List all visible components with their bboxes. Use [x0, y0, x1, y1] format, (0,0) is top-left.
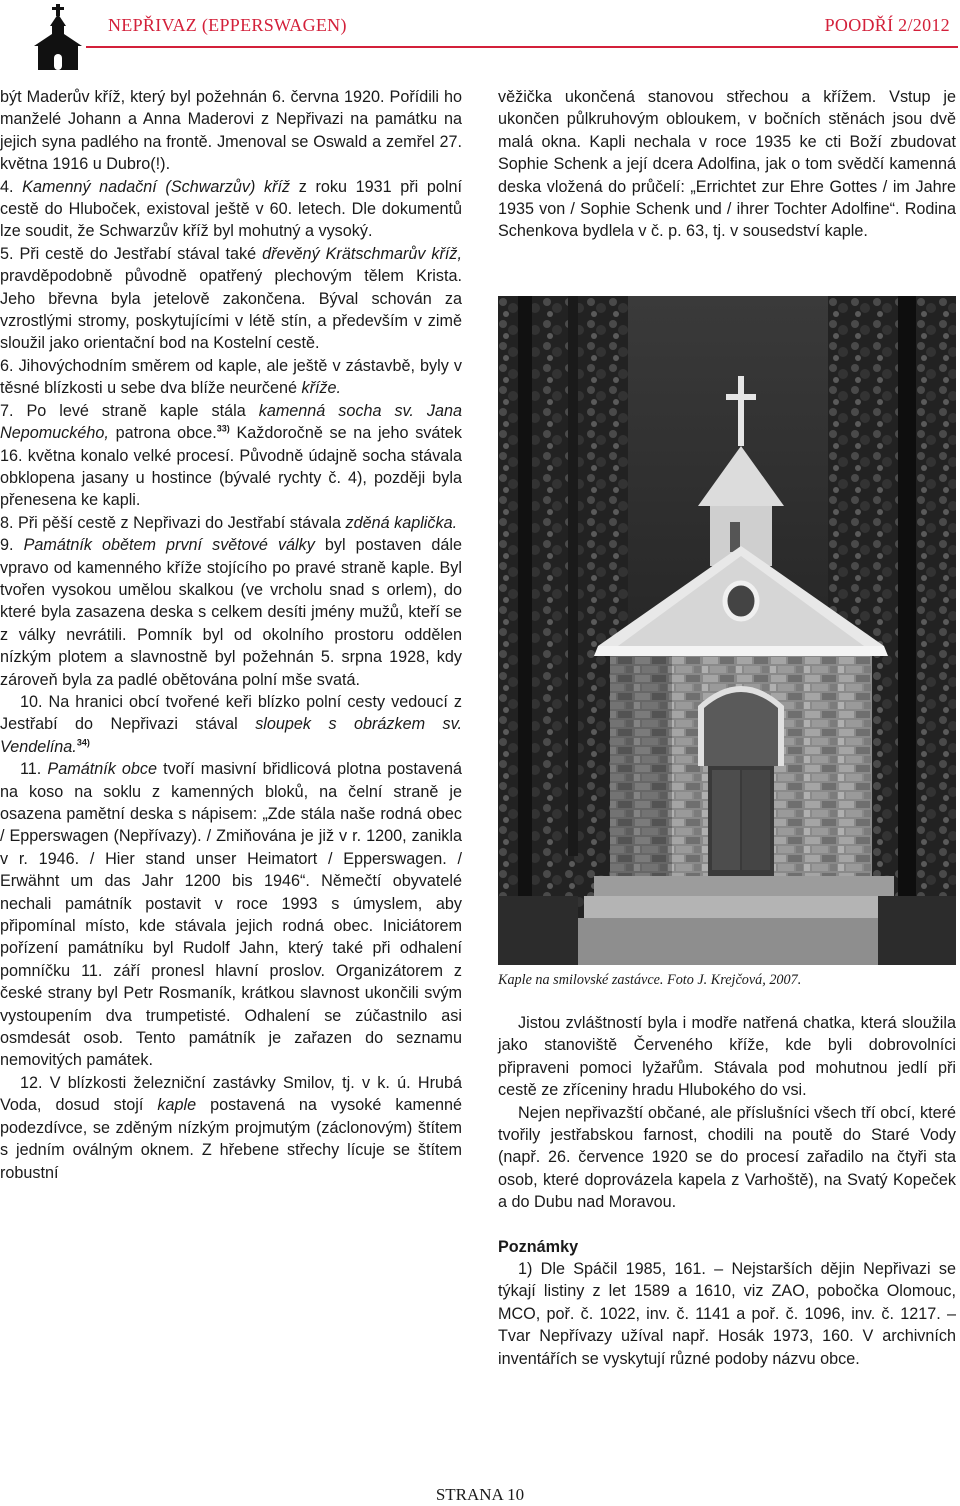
- header-right-title: POODŘÍ 2/2012: [824, 15, 950, 35]
- photo-caption: Kaple na smilovské zastávce. Foto J. Krejčová, 2007.: [498, 972, 802, 988]
- right-column-lower: [498, 1012, 956, 1370]
- chapel-photo: [498, 296, 956, 965]
- footnote: 1) Dle Spáčil 1985, 161. – Nejstarších dějin Nepřivazi se týkají listiny z let 1589 a 1610, viz ZAO, pobočka Olomouc, MCO, poř. č. 1022, inv. č. 1141 a poř. č. 1096, inv. č. 1217. – Tvar Nepřívazy užíval např. Hosák 1973, 160. V archivních inventářích se vyskytují různé podoby názvu obce.: [498, 1260, 956, 1368]
- paragraph: 8. Při pěší cestě z Nepřivazi do Jestřabí stávala zděná kaplička.: [0, 513, 458, 532]
- paragraph: 11. Památník obce tvoří masivní břidlicová plotna postavená na koso na soklu z kamenných bloků, na čelní straně je osazena pamětní deska s nápisem: „Zde stála naše rodná obec / Epperswagen (Nepřívazy). / Zmiňována je již v r. 1200, zanikla v r. 1946. / Hier stand unser Heimatort / Epperswagen. / Erwähnt um das Jahr 1200 bis 1946“. Němečtí obyvatelé nechali památník postavit v roce 1993 s úmyslem, aby připomínal místo, kde stávala jejich rodná obec. Iniciátorem pořízení památníku byl Rudolf Jahn, který také při odhalení pomníčku 11. září pronesl hlavní proslov. Organizátorem z české strany byl Petr Rosmaník, krátkou slavnost ukončili svým vystoupením dva trumpetisté. Odhalení se zúčastnilo asi osmdesát osob. Tento památník je zařazen do seznamu nemovitých památek.: [0, 760, 462, 1070]
- paragraph: 7. Po levé straně kaple stála kamenná socha sv. Jana Nepomuckého, patrona obce.$^{33)}$ Každoročně se na jeho svátek 16. května konalo velké procesí. Původně údajně socha stávala obklopena jasany u hostince (bývalé rychty č. 4), později byla přenesena ke kapli.: [0, 401, 463, 510]
- paragraph: věžička ukončená stanovou střechou a křížem. Vstup je ukončen půlkruhovým obloukem, v bočních stěnách jsou dvě malá okna. Kapli nechala v roce 1935 ke cti Boží zbudovat Sophie Schenk a její dcera Adolfina, jak o tom svědčí kamenná deska vložená do průčelí: „Errichtet zur Ehre Gottes / im Jahre 1935 von / Sophie Schenk und / ihrer Tochter Adolfine“. Rodina Schenkova bydlela v č. p. 63, tj. v sousedství kaple.: [498, 88, 956, 241]
- chapel-photo-image: [498, 296, 956, 965]
- paragraph: 6. Jihovýchodním směrem od kaple, ale ještě v zástavbě, byly v těsné blízkosti u sebe dva blíže neurčené kříže.: [0, 356, 462, 398]
- header-rule: [86, 46, 958, 48]
- right-column: [498, 86, 956, 243]
- paragraph: Jistou zvláštností byla i modře natřená chatka, která sloužila jako stanoviště Červeného kříže, kde byli dobrovolníci připraveni pomoci lyžařům. Stávala pod mohutnou jedlí při cestě ze zříceniny hradu Hlubokého do vsi.: [498, 1014, 956, 1100]
- paragraph: být Maderův kříž, který byl požehnán 6. června 1920. Pořídili ho manželé Johann a Anna Maderovi z Nepřivazi na památku na jejich syna padlého na frontě. Jmenoval se Oswald a zemřel 27. května 1916 u Dubro(!).: [0, 88, 462, 174]
- paragraph: 10. Na hranici obcí tvořené keři blízko polní cesty vedoucí z Jestřabí do Nepřivazi stával sloupek s obrázkem sv. Vendelína.$^{34)}$: [0, 692, 463, 756]
- paragraph: 9. Památník obětem první světové války byl postaven dále vpravo od kamenného kříže stojícího po pravé straně kaple. Byl tvořen vysokou umělou skalkou (ve vrcholu snad s orlem), do které byla zasazena deska s celkem desíti jmény mužů, kteří se z války nevrátili. Pomník byl od okolního prostoru oddělen nízkým plotem a slavnostně byl požehnán 5. srpna 1928, kdy zároveň byla za padlé obětována polní mše svatá.: [0, 536, 462, 689]
- header-left-title: NEPŘIVAZ (EPPERSWAGEN): [108, 15, 347, 35]
- paragraph: 12. V blízkosti železniční zastávky Smilov, tj. v k. ú. Hrubá Voda, dosud stojí kaple postavená na vysoké kamenné podezdívce, se zděným nízkým projmutým (záclonovým) štítem s jedním oválným oknem. Z hřebene střechy lícuje se štítem robustní: [0, 1073, 463, 1182]
- notes-heading: Poznámky: [498, 1237, 579, 1256]
- paragraph: 5. Při cestě do Jestřabí stával také dřevěný Krätschmarův kříž, pravděpodobně původně opatřený plechovým tělem Krista. Jeho břevna byla jetelově zakončena. Býval schován za vzrostlými stromy, poskytujícími v létě stín, a především v zimě sloužil jako orientační bod na Kostelní cestě.: [0, 244, 463, 353]
- page-header: [0, 0, 960, 62]
- paragraph: Nejen nepřivazští občané, ale příslušníci všech tří obcí, které tvořily jestřabskou farnost, chodili na poutě do Staré Vody (např. 26. července 1920 se do procesí zařadilo na čtyři sta osob, které doprovázela kapela z Varhoště), na Svatý Kopeček a do Dubu nad Moravou.: [498, 1103, 956, 1212]
- left-column: [0, 86, 462, 1184]
- paragraph: 4. Kamenný nadační (Schwarzův) kříž z roku 1931 při polní cestě do Hluboček, existoval ještě v 60. letech. Dle dokumentů lze soudit, že Schwarzův kříž byl mohutný a vysoký.: [0, 177, 462, 241]
- page-number: STRANA 10: [435, 1485, 525, 1504]
- chapel-logo-icon: [28, 4, 88, 70]
